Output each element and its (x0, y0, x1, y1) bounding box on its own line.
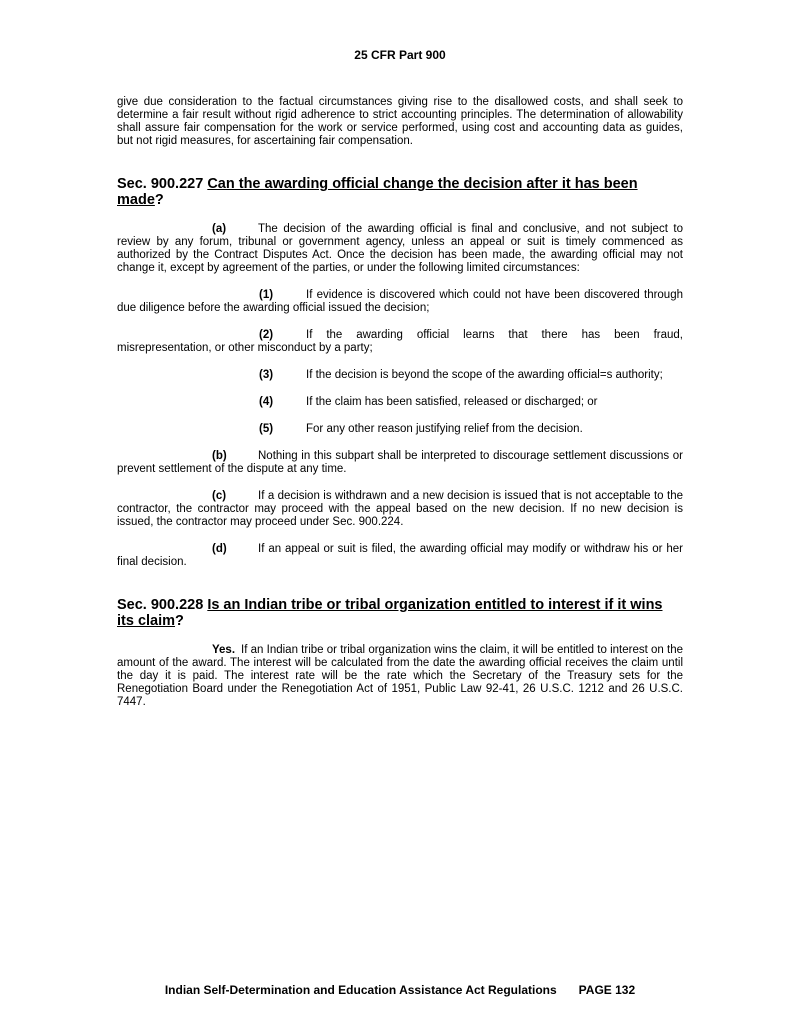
paragraph-text: If a decision is withdrawn and a new decision is issued that is not acceptable to the contractor, the contractor may proceed with the appeal based on the new decision. If no new decision is issued, the contractor may proceed under Sec. 900.224. (117, 490, 683, 528)
footer-title: Indian Self-Determination and Education Assistance Act Regulations (164, 983, 557, 997)
page-content (117, 96, 683, 709)
section-number: Sec. 900.228 (117, 597, 204, 613)
answer-label: Yes. (212, 644, 236, 656)
paragraph-d (117, 543, 683, 569)
section-heading-228 (117, 597, 683, 629)
list-item-2 (117, 329, 683, 355)
paragraph-a (117, 223, 683, 275)
section-title-qmark: ? (175, 613, 184, 629)
item-text: For any other reason justifying relief from the decision. (306, 423, 583, 435)
item-label: (3) (259, 369, 274, 381)
section-heading-227 (117, 176, 683, 208)
section-title: Is an Indian tribe or tribal organization entitled to interest if it wins its claim (117, 597, 663, 629)
list-item-5 (117, 423, 683, 436)
paragraph-label: (a) (212, 223, 227, 235)
item-text: If the claim has been satisfied, released or discharged; or (306, 396, 598, 408)
item-text: If the decision is beyond the scope of the awarding official=s authority; (306, 369, 663, 381)
paragraph-label: (b) (212, 450, 227, 462)
paragraph-b (117, 450, 683, 476)
item-label: (1) (259, 289, 274, 301)
paragraph-label: (d) (212, 543, 227, 555)
answer-paragraph (117, 644, 683, 709)
paragraph-c (117, 490, 683, 529)
item-text: If the awarding official learns that there has been fraud, misrepresentation, or other misconduct by a party; (117, 329, 683, 354)
list-item-4 (117, 396, 683, 409)
list-item-1 (117, 289, 683, 315)
paragraph-text: If an appeal or suit is filed, the awarding official may modify or withdraw his or her final decision. (117, 543, 683, 568)
section-title: Can the awarding official change the decision after it has been made (117, 176, 638, 208)
paragraph-text: Nothing in this subpart shall be interpreted to discourage settlement discussions or prevent settlement of the dispute at any time. (117, 450, 683, 475)
item-label: (4) (259, 396, 274, 408)
section-title-qmark: ? (154, 192, 164, 208)
paragraph-text: The decision of the awarding official is final and conclusive, and not subject to review by any forum, tribunal or government agency, unless an appeal or suit is timely commenced as authorized by the Contract Disputes Act. Once the decision has been made, the awarding official may not change it, except by agreement of the parties, or under the following limited circumstances: (117, 223, 683, 274)
section-number: Sec. 900.227 (117, 176, 204, 192)
item-label: (5) (259, 423, 274, 435)
paragraph-label: (c) (212, 490, 227, 502)
item-text: If evidence is discovered which could not have been discovered through due diligence before the awarding official issued the decision; (117, 289, 683, 314)
list-item-3 (117, 369, 683, 382)
page-number: PAGE 132 (578, 983, 636, 997)
intro-paragraph: give due consideration to the factual circumstances giving rise to the disallowed costs, and shall seek to determine a fair result without rigid adherence to strict accounting principles. The determination of allowability shall assure fair compensation for the work or service performed, using cost and accounting data as guides, but not rigid measures, for ascertaining fair compensation. (117, 96, 683, 147)
page-footer (0, 983, 800, 997)
answer-text: If an Indian tribe or tribal organization wins the claim, it will be entitled to interest on the amount of the award. The interest will be calculated from the date the awarding official receives the claim until the day it is paid. The interest rate will be the rate which the Secretary of the Treasury sets for the Renegotiation Board under the Renegotiation Act of 1951, Public Law 92-41, 26 U.S.C. 1212 and 26 U.S.C. 7447. (117, 644, 683, 708)
item-label: (2) (259, 329, 274, 341)
page-header: 25 CFR Part 900 (354, 48, 446, 62)
